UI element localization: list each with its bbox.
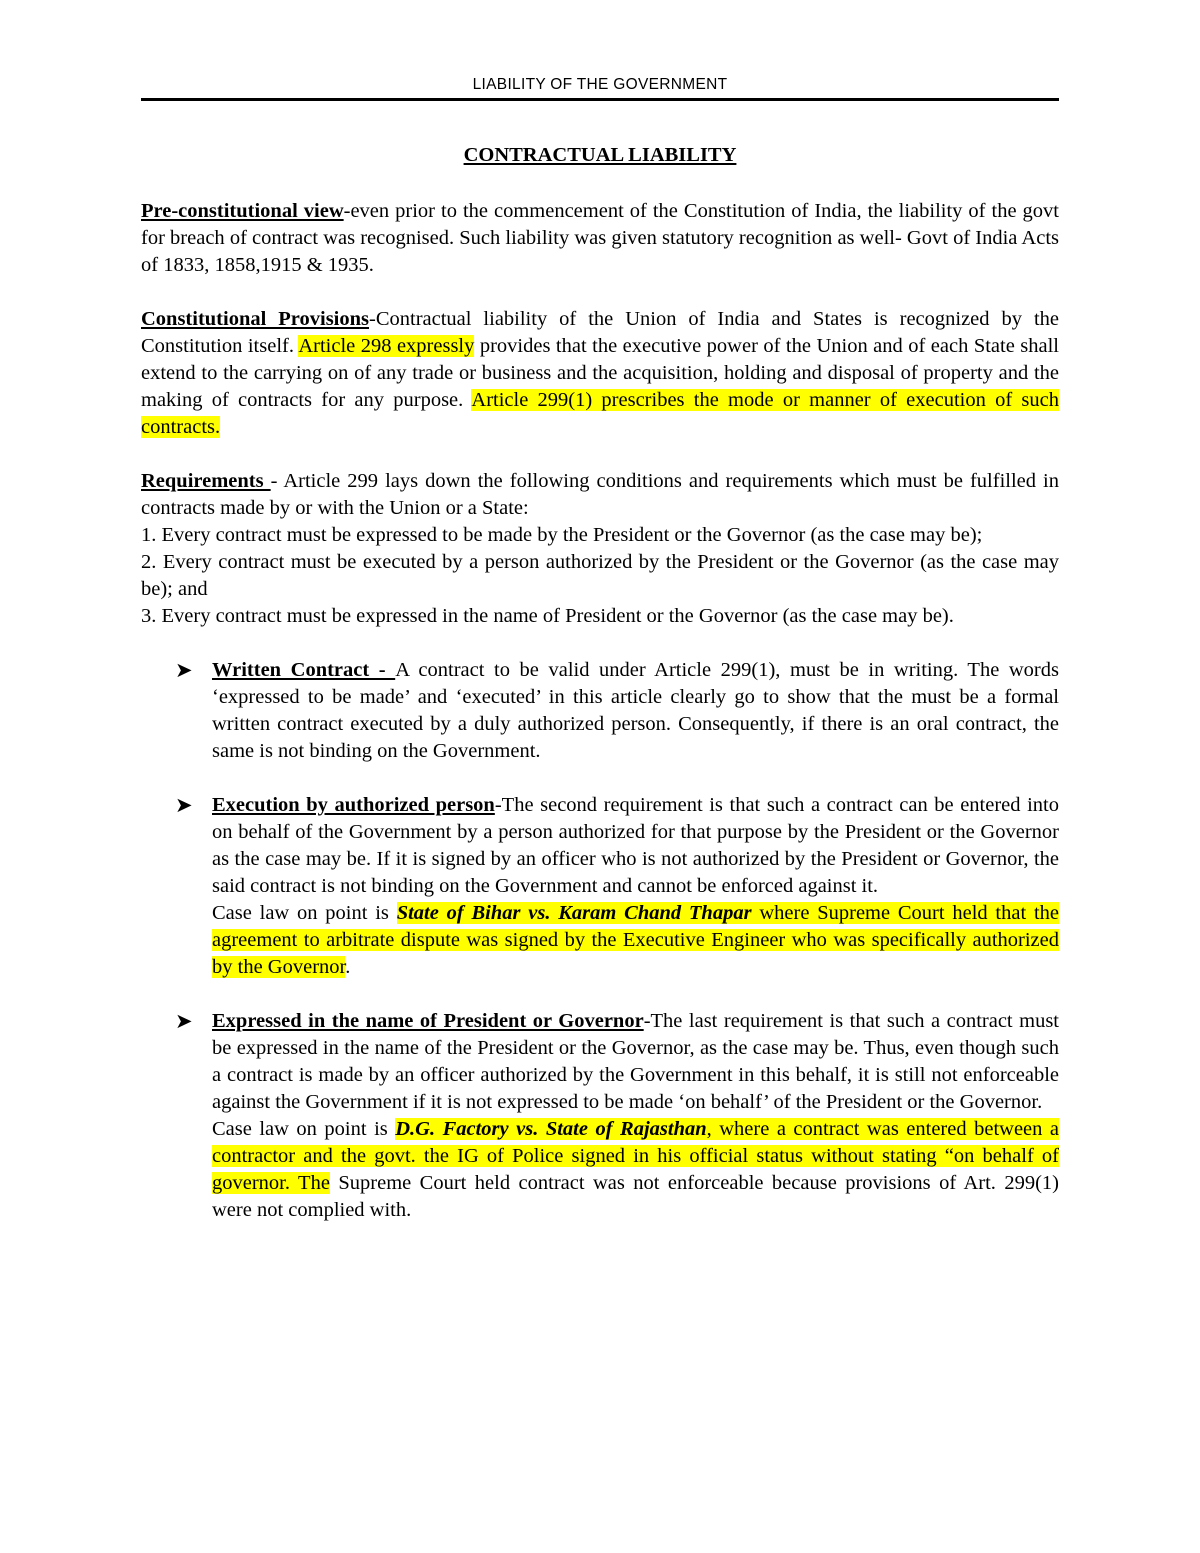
constitutional-text-2: provides that the executive power of the Union and of each State shall extend to the carrying on of any trade or business and the acquisition, holding and disposal of property and the making of contracts for any purpose. <box>141 335 1060 411</box>
bullet-heading: Expressed in the name of President or Governor <box>212 1010 644 1032</box>
document-title: CONTRACTUAL LIABILITY <box>463 144 737 166</box>
case-name: D.G. Factory vs. State of Rajasthan <box>395 1118 707 1140</box>
pre-constitutional-paragraph <box>141 198 1059 279</box>
case-law-paragraph <box>212 1116 1059 1224</box>
pre-constitutional-text: -even prior to the commencement of the Constitution of India, the liability of the govt for breach of contract was recognised. Such liability was given statutory recognition as well- Govt of India Acts of 1833, 1858,1915 & 1935. <box>141 200 1059 276</box>
case-law-end: Supreme Court held contract was not enforceable because provisions of Art. 299(1) were not complied with. <box>212 1172 1059 1221</box>
bullet-text <box>212 657 1059 765</box>
requirement-item: 1. Every contract must be expressed to be made by the President or the Governor (as the case may be); <box>141 524 983 546</box>
bullet-body: A contract to be valid under Article 299(1), must be in writing. The words ‘expressed to be made’ and ‘executed’ in this article clearly go to show that the must be a formal written contract executed by a duly authorized person. Consequently, if there is an oral contract, the same is not binding on the Government. <box>212 659 1059 762</box>
case-law-prefix: Case law on point is <box>212 902 397 924</box>
bullet-body: -The last requirement is that such a contract must be expressed in the name of the President or the Governor, as the case may be. Thus, even though such a contract is made by an officer authorized by the Government in this behalf, it is still not enforceable against the Government if it is not expressed to be made ‘on behalf’ of the President or the Governor. <box>212 1010 1059 1113</box>
case-law-end: . <box>345 956 351 978</box>
arrowhead-bullet-icon: ➤ <box>175 658 193 682</box>
constitutional-provisions-heading: Constitutional Provisions <box>141 308 370 330</box>
constitutional-provisions-paragraph <box>141 306 1059 441</box>
case-law-text: where Supreme Court held that the agreement to arbitrate dispute was signed by the Executive Engineer who was specifically authorized by the Governor <box>212 902 1060 978</box>
requirements-section <box>141 468 1059 630</box>
arrowhead-bullet-icon: ➤ <box>175 1009 193 1033</box>
bullet-authorized-person <box>141 792 1059 981</box>
case-law-prefix: Case law on point is <box>212 1118 396 1140</box>
requirements-intro-text: - Article 299 lays down the following conditions and requirements which must be fulfilled in contracts made by or with the Union or a State: <box>141 470 1059 519</box>
bullet-heading: Written Contract - <box>212 659 396 681</box>
bullet-heading: Execution by authorized person <box>212 794 495 816</box>
document-body <box>141 142 1059 1251</box>
case-law-text: , where a contract was entered between a contractor and the govt. the IG of Police signed in his official status without stating “on behalf of governor. The <box>212 1118 1059 1194</box>
case-name: State of Bihar vs. Karam Chand Thapar <box>396 902 752 924</box>
article-299-highlight: Article 299(1) prescribes the mode or manner of execution of such contracts. <box>141 389 1059 438</box>
constitutional-text-1: -Contractual liability of the Union of India and States is recognized by the Constitution itself. <box>141 308 1059 357</box>
bullet-written-contract <box>141 657 1059 765</box>
requirement-item: 2. Every contract must be executed by a person authorized by the President or the Governor (as the case may be); and <box>141 551 1059 600</box>
bullet-body: -The second requirement is that such a contract can be entered into on behalf of the Government by a person authorized for that purpose by the President or the Governor as the case may be. If it is signed by an officer who is not authorized by the President or Governor, the said contract is not binding on the Government and cannot be enforced against it. <box>212 794 1059 897</box>
bullet-text <box>212 1008 1059 1116</box>
header-divider <box>141 98 1059 101</box>
case-law-paragraph <box>212 900 1059 981</box>
requirements-intro <box>141 468 1059 522</box>
bullet-text <box>212 792 1059 900</box>
pre-constitutional-heading: Pre-constitutional view <box>141 200 344 222</box>
bullet-name-of-president <box>141 1008 1059 1224</box>
page-header: LIABILITY OF THE GOVERNMENT <box>472 76 728 93</box>
requirement-item: 3. Every contract must be expressed in the name of President or the Governor (as the case may be). <box>141 605 954 627</box>
requirements-heading: Requirements <box>141 470 271 492</box>
arrowhead-bullet-icon: ➤ <box>175 793 193 817</box>
article-298-highlight: Article 298 expressly <box>298 335 475 357</box>
